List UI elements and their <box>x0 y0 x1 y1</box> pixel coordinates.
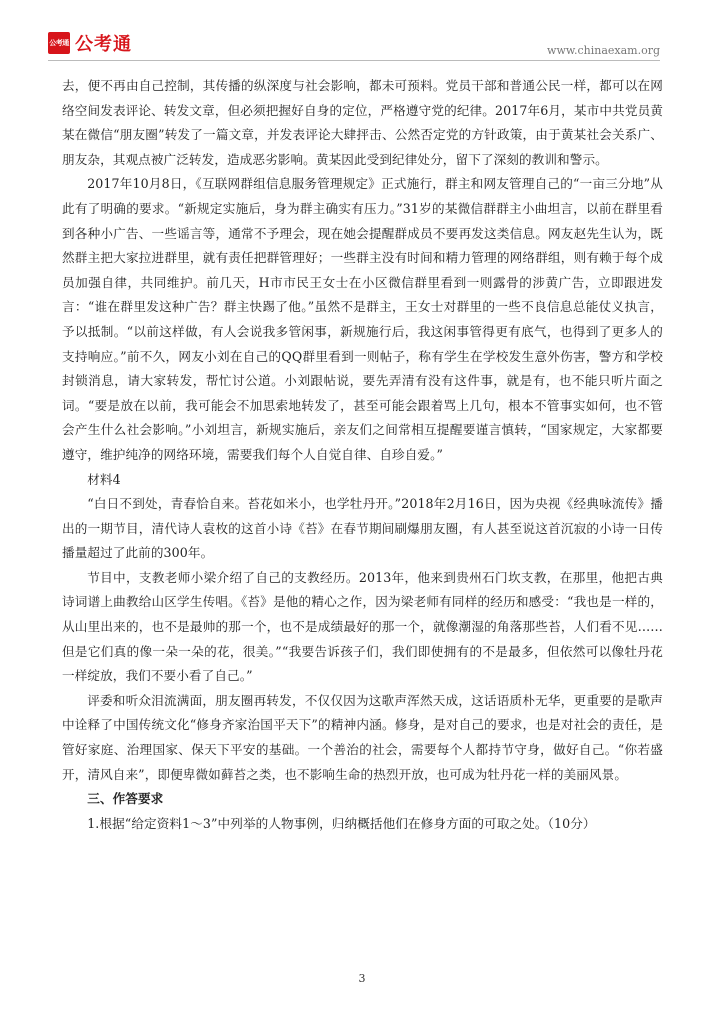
site-url[interactable]: www.chinaexam.org <box>547 44 660 57</box>
header-divider <box>48 60 660 61</box>
page-number: 3 <box>358 972 366 985</box>
paragraph-group-rules: 2017年10月8日，《互联网群组信息服务管理规定》正式施行，群主和网友管理自己的“一亩三分地”从此有了明确的要求。“新规定实施后，身为群主确实有压力。”31岁的某微信群群主小曲坦言，以前在群里看到各种小广告、一些谣言等，通常不予理会，现在她会提醒群成员不要再发这类信息。网友赵先生认为，既然群主把大家拉进群里，就有责任把群管理好；一些群主没有时间和精力管理的网络群组，则有赖于每个成员加强自律，共同维护。前几天，H市市民王女士在小区微信群里看到一则露骨的涉黄广告，立即跟进发言：“谁在群里发这种广告？群主快踢了他。”虽然不是群主，王女士对群里的一些不良信息总能仗义执言，予以抵制。“以前这样做，有人会说我多管闲事，新规施行后，我这闲事管得更有底气，也得到了更多人的支持响应。”前不久，网友小刘在自己的QQ群里看到一则帖子，称有学生在学校发生意外伤害，警方和学校封锁消息，请大家转发，帮忙讨公道。小刘跟帖说，要先弄清有没有这件事，就是有，也不能只听片面之词。“要是放在以前，我可能会不加思索地转发了，甚至可能会跟着骂上几句，根本不管事实如何，也不管会产生什么社会影响。”小刘坦言，新规实施后，亲友们之间常相互提醒要谨言慎转，“国家规定，大家都要遵守，维护纯净的网络环境，需要我们每个人自觉自律、自珍自爱。” <box>62 176 663 462</box>
logo-text: 公考通 <box>75 34 132 55</box>
paragraph-poem: “白日不到处，青春恰自来。苔花如米小，也学牡丹开。”2018年2月16日，因为央视《经典咏流传》播出的一期节目，清代诗人袁枚的这首小诗《苔》在春节期间刷爆朋友圈，有人甚至说这首沉寂的小诗一日传播量超过了此前的300年。 <box>62 496 663 561</box>
paragraph-teacher: 节目中，支教老师小梁介绍了自己的支教经历。2013年，他来到贵州石门坎支教，在那里，他把古典诗词谱上曲教给山区学生传唱。《苔》是他的精心之作，因为梁老师有同样的经历和感受：“我也是一样的，从山里出来的，也不是最帅的那一个，也不是成绩最好的那一个，就像潮湿的角落那些苔，人们看不见……但是它们真的像一朵一朵的花，很美。”“我要告诉孩子们，我们即使拥有的不是最多，但依然可以像牡丹花一样绽放，我们不要小看了自己。” <box>62 569 663 684</box>
page-header <box>0 0 724 62</box>
question-1: 1.根据“给定资料1～3”中列举的人物事例，归纳概括他们在修身方面的可取之处。（10分） <box>87 815 596 831</box>
section-title: 三、作答要求 <box>87 791 164 807</box>
paragraph-continued: 去，便不再由自己控制，其传播的纵深度与社会影响，都未可预料。党员干部和普通公民一样，都可以在网络空间发表评论、转发文章，但必须把握好自身的定位，严格遵守党的纪律。2017年6月，某市中共党员黄某在微信“朋友圈”转发了一篇文章，并发表评论大肆抨击、公然否定党的方针政策，由于黄某社会关系广、朋友杂，其观点被广泛转发，造成恶劣影响。黄某因此受到纪律处分，留下了深刻的教训和警示。 <box>62 78 663 167</box>
material-4-heading: 材料4 <box>87 471 121 487</box>
logo-mark: 公考通 <box>48 32 70 54</box>
paragraph-self-cultivation: 评委和听众泪流满面，朋友圈再转发，不仅仅因为这歌声浑然天成，这话语质朴无华，更重要的是歌声中诠释了中国传统文化“修身齐家治国平天下”的精神内涵。修身，是对自己的要求，也是对社会的责任，是管好家庭、治理国家、保天下平安的基础。一个善治的社会，需要每个人都持节守身，做好自己。“你若盛开，清风自来”，即便卑微如藓苔之类，也不影响生命的热烈开放，也可成为牡丹花一样的美丽风景。 <box>62 692 663 782</box>
document-body <box>62 74 663 836</box>
logo[interactable] <box>48 30 132 56</box>
